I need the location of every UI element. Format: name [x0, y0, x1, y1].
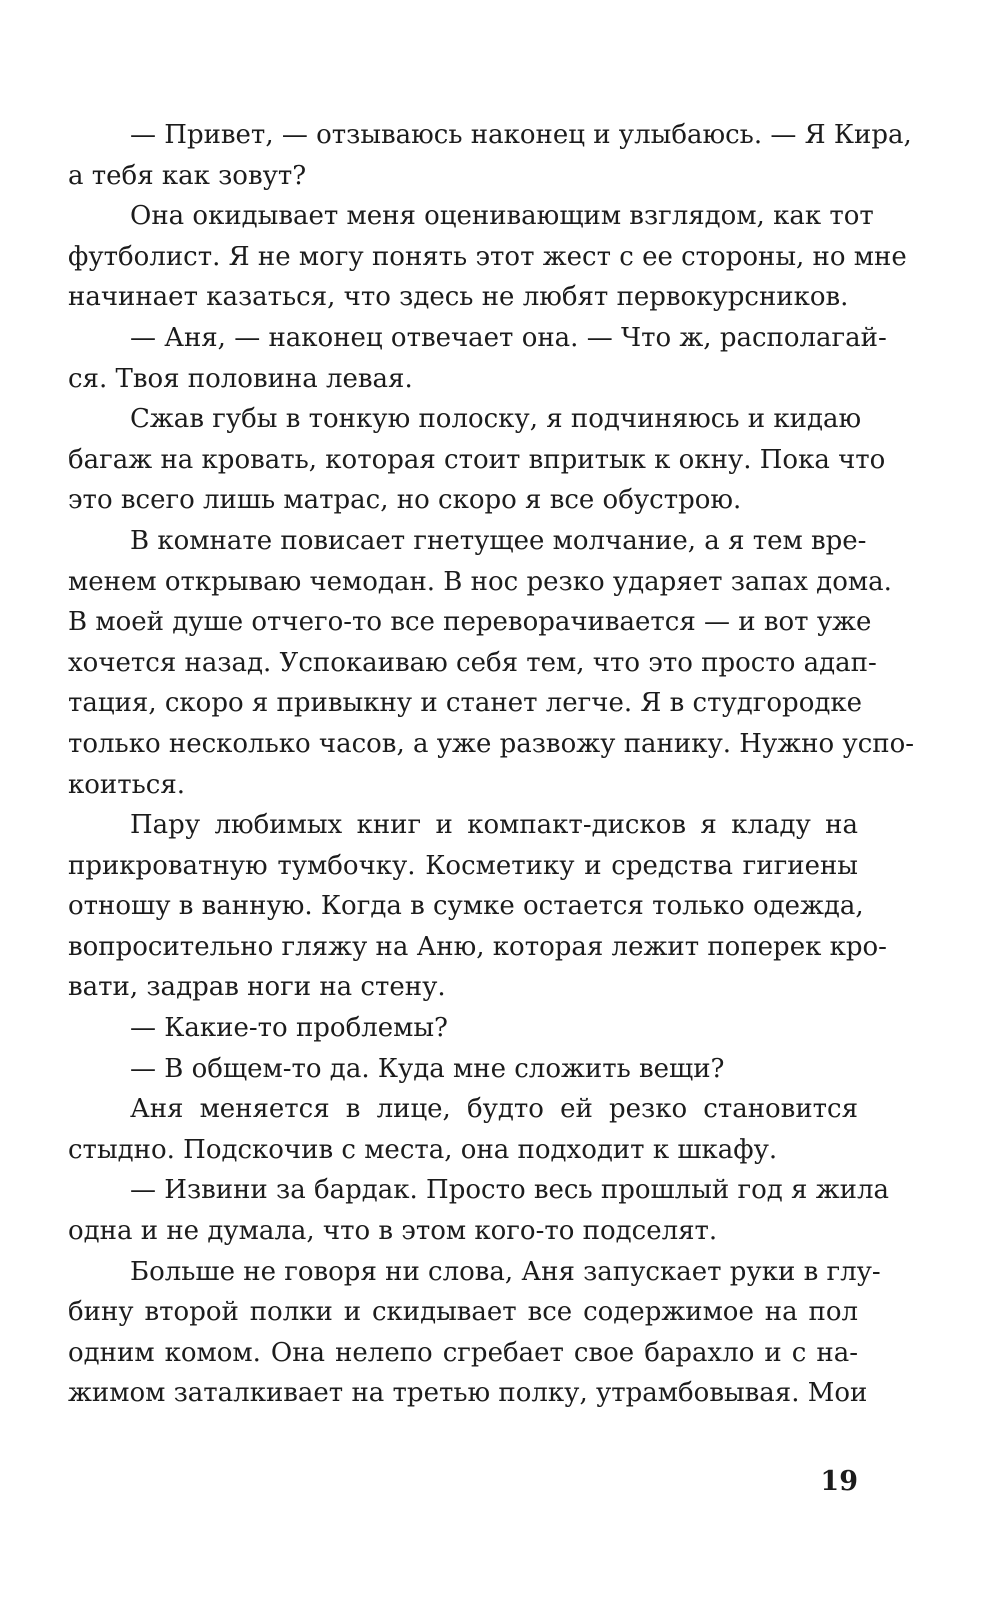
text-line: одним комом. Она нелепо сгребает свое барахло и с на-: [68, 1337, 858, 1368]
text-line: вати, задрав ноги на стену.: [68, 972, 446, 1003]
paragraph: [68, 318, 887, 399]
text-line: тация, скоро я привыкну и станет легче. Я в студгородке: [68, 688, 863, 719]
text-line: — Привет, — отзываюсь наконец и улыбаюсь. — Я Кира,: [130, 120, 912, 150]
paragraph: [68, 115, 912, 196]
text-line: стыдно. Подскочив с места, она подходит к шкафу.: [68, 1134, 778, 1165]
text-line: Пару любимых книг и компакт-дисков я кладу на: [130, 810, 858, 841]
text-line: бину второй полки и скидывает все содержимое на пол: [68, 1297, 858, 1328]
text-line: Аня меняется в лице, будто ей резко становится: [130, 1094, 858, 1125]
page-number: 19: [820, 1466, 858, 1497]
text-line: жимом заталкивает на третью полку, утрамбовывая. Мои: [68, 1378, 868, 1409]
paragraph: [68, 1089, 858, 1170]
text-line: Она окидывает меня оценивающим взглядом, как тот: [130, 201, 874, 232]
text-line: одна и не думала, что в этом кого-то подселят.: [68, 1216, 718, 1247]
text-line: В моей душе отчего-то все переворачивается — и вот уже: [68, 607, 872, 638]
page-body: [68, 115, 915, 1414]
paragraph: [68, 1252, 881, 1414]
text-line: В комнате повисает гнетущее молчание, а я тем вре-: [130, 525, 867, 556]
paragraph: [68, 1008, 858, 1049]
text-line: — Извини за бардак. Просто весь прошлый год я жила: [130, 1175, 889, 1206]
text-line: отношу в ванную. Когда в сумке остается только одежда,: [68, 891, 864, 922]
text-line: вопросительно гляжу на Аню, которая лежит поперек кро-: [68, 931, 887, 962]
text-line: коиться.: [68, 769, 185, 800]
text-line: начинает казаться, что здесь не любят первокурсников.: [68, 282, 849, 313]
text-line: а тебя как зовут?: [68, 160, 307, 191]
text-line: только несколько часов, а уже развожу панику. Нужно успо-: [68, 728, 915, 759]
text-line: ся. Твоя половина левая.: [68, 363, 413, 394]
text-line: это всего лишь матрас, но скоро я все обустрою.: [68, 485, 742, 516]
paragraph: [68, 1170, 889, 1251]
paragraph: [68, 1049, 858, 1090]
text-line: футболист. Я не могу понять этот жест с ее стороны, но мне: [68, 241, 907, 272]
paragraph: [68, 521, 915, 805]
text-line: Больше не говоря ни слова, Аня запускает руки в глу-: [130, 1256, 881, 1287]
text-line: хочется назад. Успокаиваю себя тем, что это просто адап-: [68, 647, 877, 678]
text-line: менем открываю чемодан. В нос резко ударяет запах дома.: [68, 566, 892, 597]
text-line: — Какие-то проблемы?: [130, 1013, 448, 1044]
paragraph: [68, 805, 887, 1008]
text-line: Сжав губы в тонкую полоску, я подчиняюсь и кидаю: [130, 404, 862, 435]
text-line: — В общем-то да. Куда мне сложить вещи?: [130, 1053, 725, 1084]
paragraph: [68, 196, 907, 318]
text-line: багаж на кровать, которая стоит впритык к окну. Пока что: [68, 444, 886, 475]
text-line: прикроватную тумбочку. Косметику и средства гигиены: [68, 850, 858, 881]
text-line: — Аня, — наконец отвечает она. — Что ж, располагай-: [130, 322, 887, 353]
paragraph: [68, 399, 886, 521]
